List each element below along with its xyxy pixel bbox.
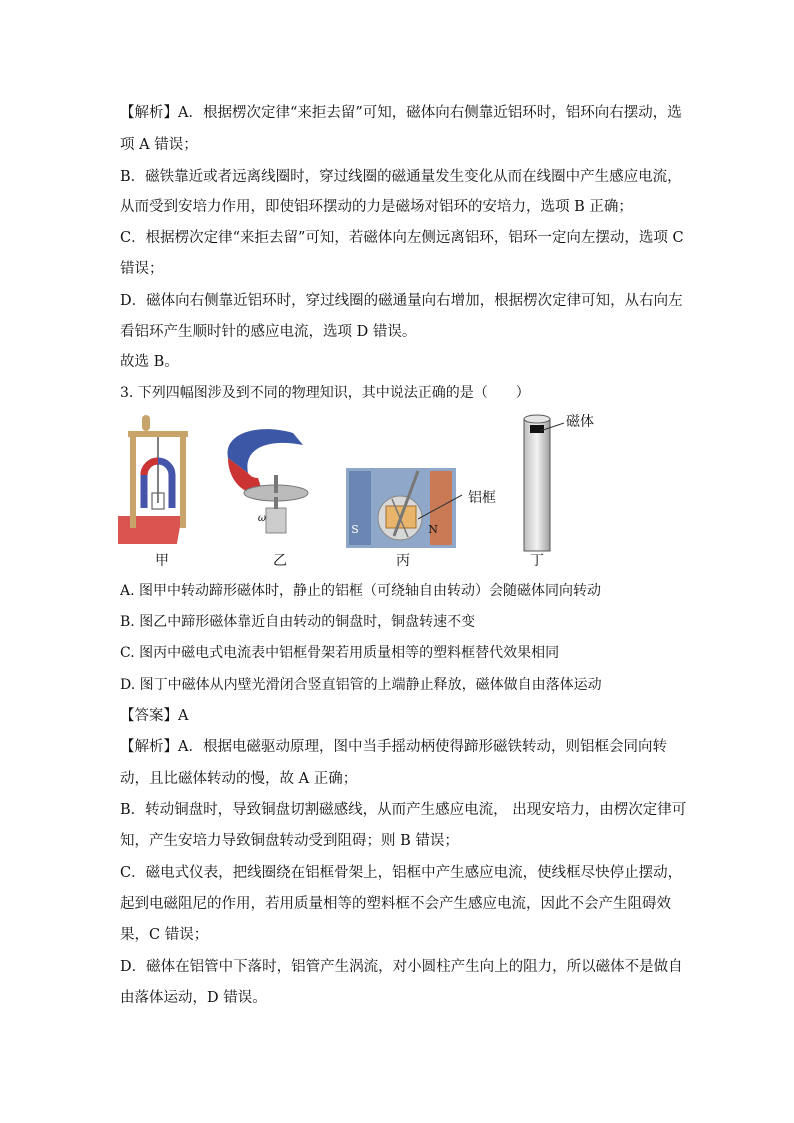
figure-jia-horseshoe-magnet-frame xyxy=(118,413,208,548)
figure-row xyxy=(118,413,678,573)
s-pole-label: S xyxy=(351,523,359,536)
option-b: B. 图乙中蹄形磁体靠近自由转动的铜盘时，铜盘转速不变 xyxy=(120,614,476,630)
analysis-line-9: 由落体运动，D 错误。 xyxy=(120,990,267,1006)
prev-analysis-line-3: B．磁铁靠近或者远离线圈时，穿过线圈的磁通量发生变化从而在线圈中产生感应电流， xyxy=(120,169,682,185)
analysis-line-5: C．磁电式仪表，把线圈绕在铝框骨架上，铝框中产生感应电流，使线框尽快停止摆动， xyxy=(120,865,683,881)
option-c: C. 图丙中磁电式电流表中铝框骨架若用质量相等的塑料框替代效果相同 xyxy=(120,645,560,661)
prev-analysis-line-7: D．磁体向右侧靠近铝环时，穿过线圈的磁通量向右增加，根据楞次定律可知，从右向左 xyxy=(120,293,683,309)
figure-yi-copper-disk-magnet xyxy=(218,413,318,548)
lvkuang-label: 铝框 xyxy=(468,490,496,506)
analysis-line-1: 【解析】A．根据电磁驱动原理，图中当手摇动柄使得蹄形磁铁转动，则铝框会同向转 xyxy=(120,739,667,755)
prev-analysis-line-4: 从而受到安培力作用，即使铝环摆动的力是磁场对铝环的安培力，选项 B 正确； xyxy=(120,199,633,215)
lvkuang-pointer-line xyxy=(418,491,468,521)
analysis-line-3: B．转动铜盘时，导致铜盘切割磁感线，从而产生感应电流， 出现安培力，由楞次定律可 xyxy=(120,802,687,818)
figure-ding-aluminum-tube xyxy=(518,413,558,553)
analysis-line-4: 知，产生安培力导致铜盘转动受到阻碍；则 B 错误； xyxy=(120,833,459,849)
analysis-line-6: 起到电磁阻尼的作用，若用质量相等的塑料框不会产生感应电流，因此不会产生阻碍效 xyxy=(120,896,671,912)
prev-analysis-line-8: 看铝环产生顺时针的感应电流，选项 D 错误。 xyxy=(120,324,417,340)
analysis-line-8: D．磁体在铝管中下落时，铝管产生涡流，对小圆柱产生向上的阻力，所以磁体不是做自 xyxy=(120,959,683,975)
caption-yi: 乙 xyxy=(273,553,287,569)
n-pole-label: N xyxy=(428,523,438,536)
option-a: A. 图甲中转动蹄形磁体时，静止的铝框（可绕轴自由转动）会随磁体同向转动 xyxy=(120,583,602,599)
analysis-line-7: 果，C 错误； xyxy=(120,927,209,943)
prev-conclusion: 故选 B。 xyxy=(120,354,179,370)
prev-analysis-line-6: 错误； xyxy=(120,261,164,277)
omega-label: ω xyxy=(257,513,267,524)
prev-analysis-line-1: 【解析】A．根据楞次定律“来拒去留”可知，磁体向右侧靠近铝环时，铝环向右摆动，选 xyxy=(120,105,682,121)
caption-jia: 甲 xyxy=(155,553,169,569)
prev-analysis-line-2: 项 A 错误； xyxy=(120,137,198,153)
citi-label: 磁体 xyxy=(566,414,594,430)
analysis-line-2: 动，且比磁体转动的慢，故 A 正确； xyxy=(120,771,358,787)
question-stem: 3. 下列四幅图涉及到不同的物理知识，其中说法正确的是（ ） xyxy=(120,385,530,401)
caption-bing: 丙 xyxy=(396,553,410,569)
option-d: D. 图丁中磁体从内壁光滑闭合竖直铝管的上端静止释放，磁体做自由落体运动 xyxy=(120,677,602,693)
prev-analysis-line-5: C．根据楞次定律“来拒去留”可知，若磁体向左侧远离铝环，铝环一定向左摆动，选项 C xyxy=(120,230,684,246)
answer: 【答案】A xyxy=(120,708,189,724)
caption-ding: 丁 xyxy=(530,553,544,569)
